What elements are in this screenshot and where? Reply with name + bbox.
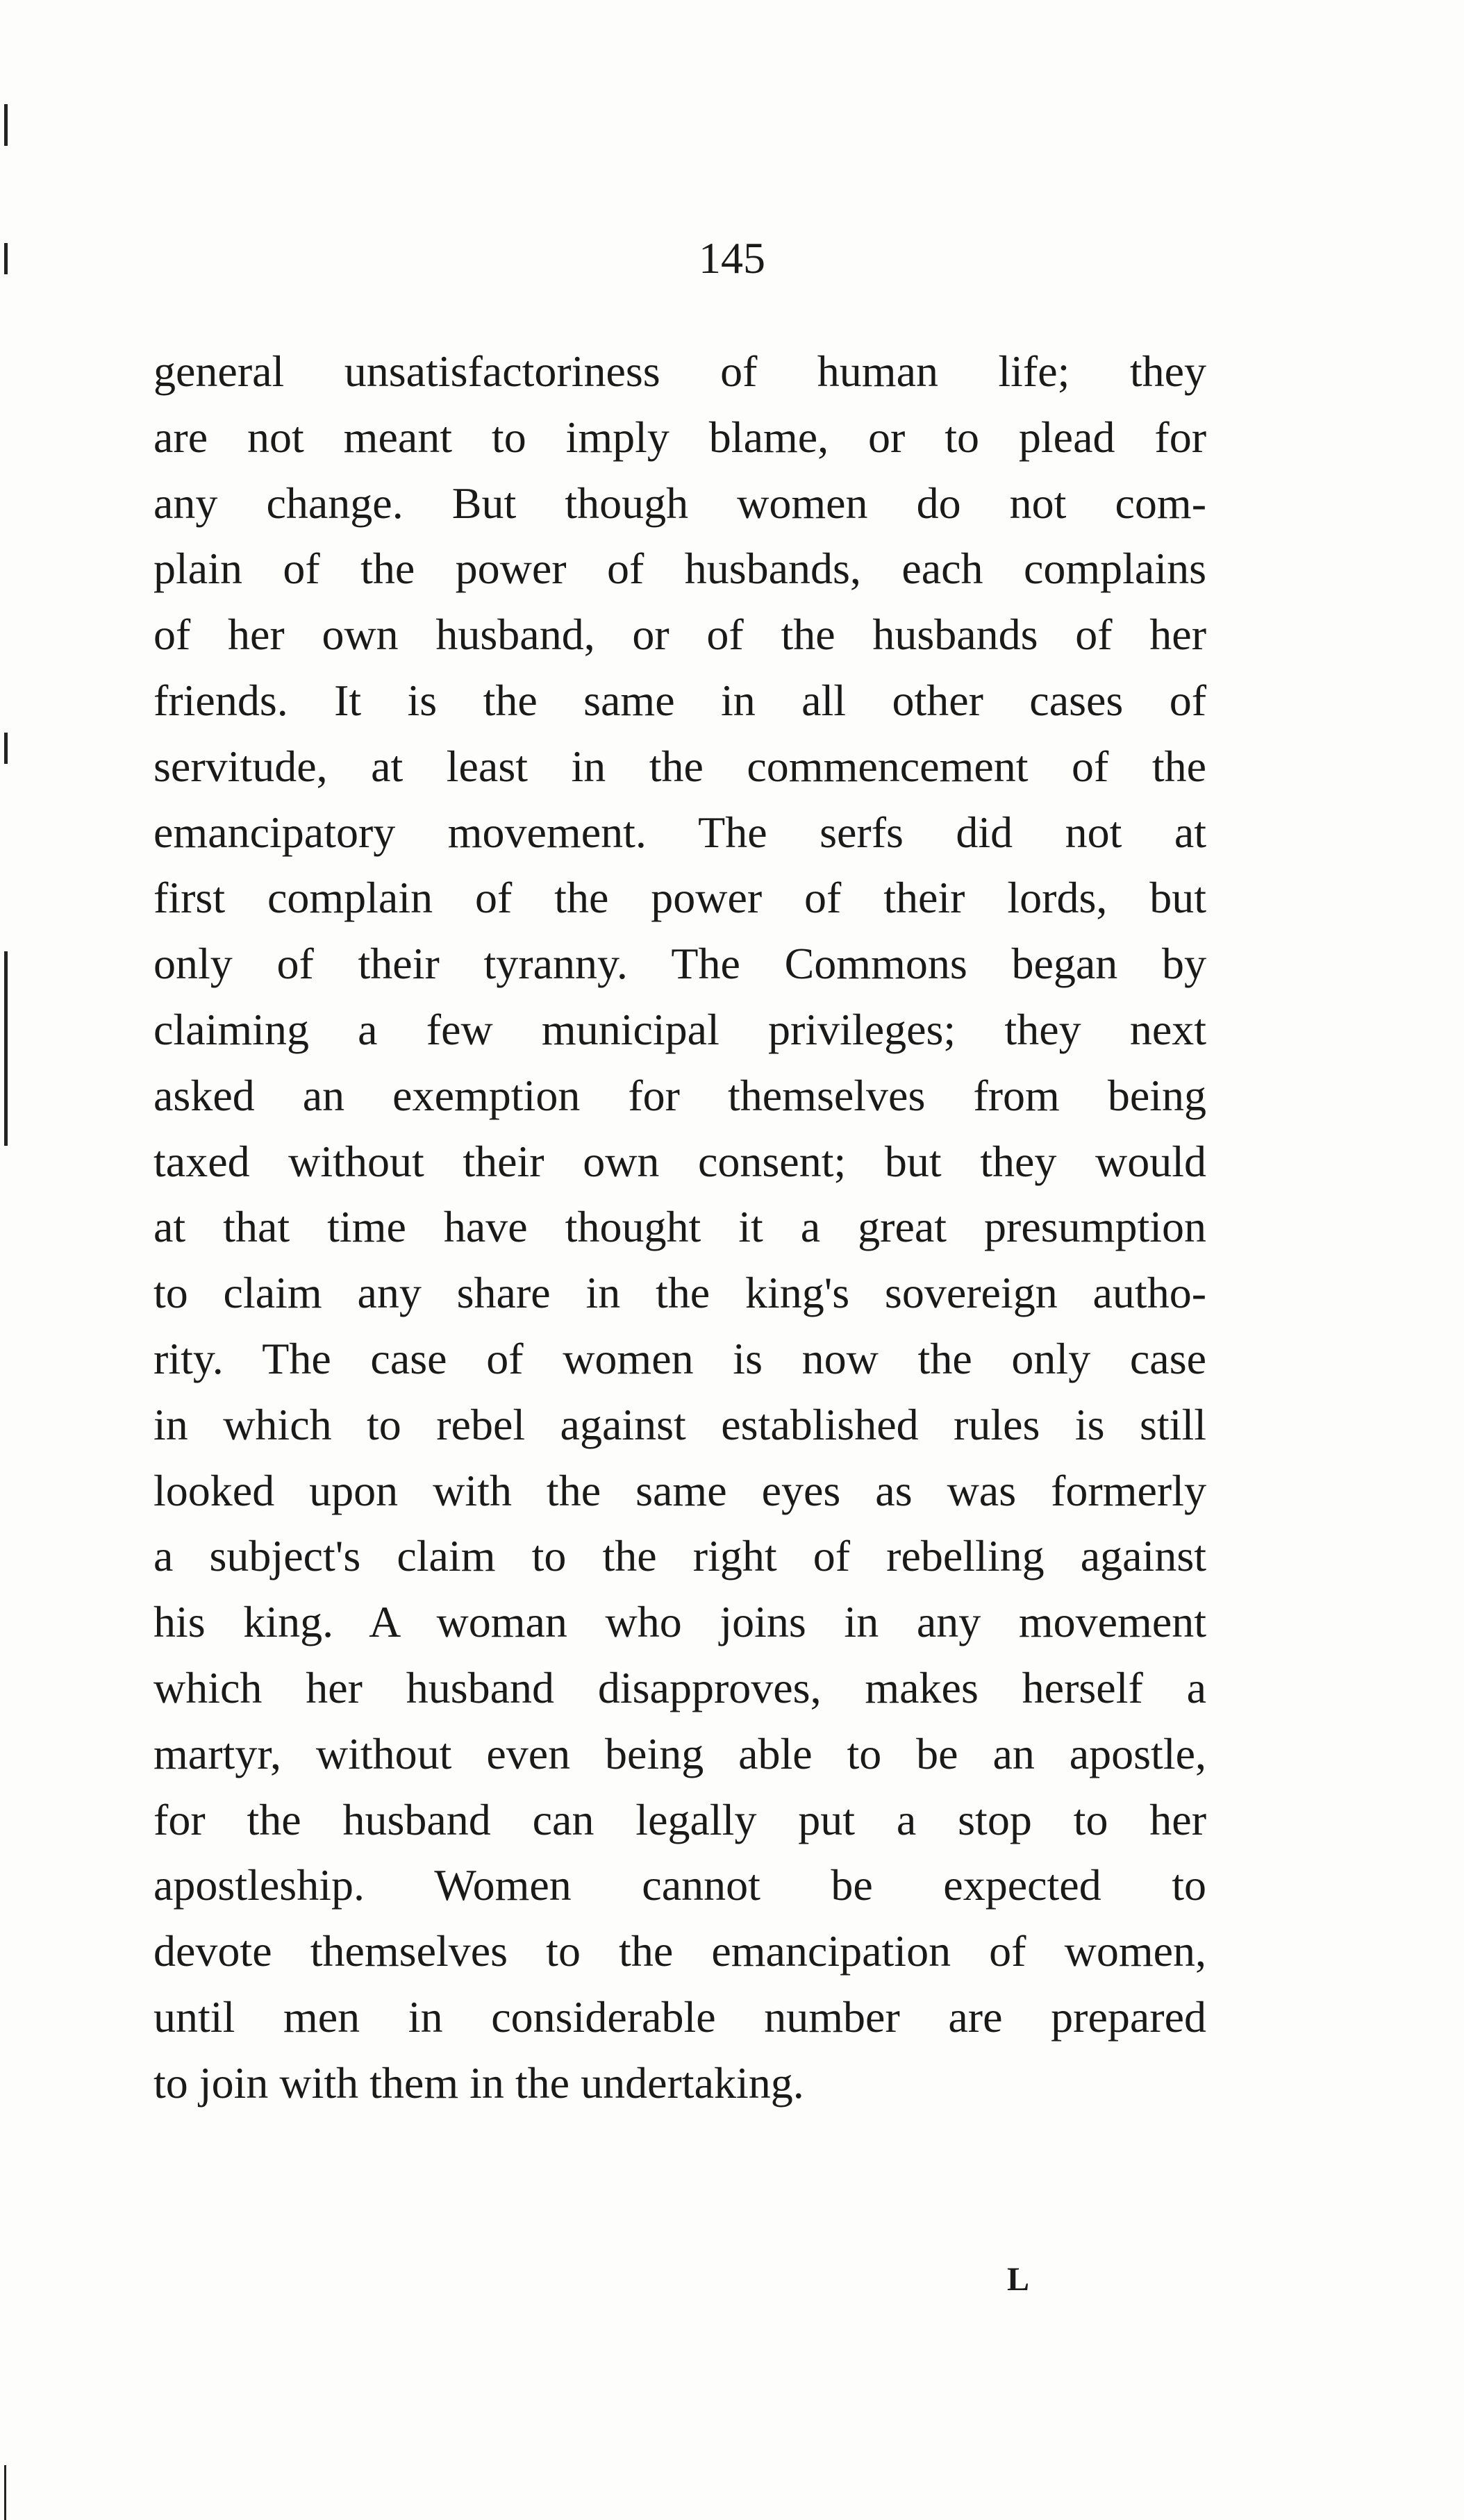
text-line: any change. But though women do not com- [153,478,1206,528]
text-line: general unsatisfactoriness of human life; they [153,347,1206,396]
text-line: in which to rebel against established rules is still [153,1399,1206,1449]
text-line: martyr, without even being able to be an apostle, [153,1728,1206,1778]
binding-edge-mark [4,2465,6,2520]
binding-edge-mark [4,951,8,1146]
page-number: 145 [699,233,765,283]
text-line: which her husband disapproves, makes herself a [153,1662,1206,1712]
binding-edge-mark [4,104,8,146]
text-line: to claim any share in the king's sovereign autho- [153,1268,1206,1318]
text-line: rity. The case of women is now the only case [153,1333,1206,1383]
text-line: claiming a few municipal privileges; they next [153,1004,1206,1054]
text-line: of her own husband, or of the husbands of her [153,610,1206,660]
text-line: to join with them in the undertaking. [153,2058,804,2108]
text-line: are not meant to imply blame, or to plead for [153,412,1206,462]
binding-edge-mark [4,243,8,274]
signature-mark: L [1007,2261,1030,2298]
text-line: taxed without their own consent; but they would [153,1136,1206,1186]
text-line: devote themselves to the emancipation of women, [153,1926,1206,1976]
text-line: until men in considerable number are prepared [153,1992,1206,2042]
text-line: plain of the power of husbands, each complains [153,544,1206,594]
text-line: looked upon with the same eyes as was formerly [153,1465,1206,1515]
text-line: servitude, at least in the commencement of the [153,741,1206,791]
text-line: for the husband can legally put a stop to her [153,1794,1206,1844]
text-line: apostleship. Women cannot be expected to [153,1860,1206,1910]
body-text [153,339,1206,2117]
text-line: only of their tyranny. The Commons began by [153,939,1206,989]
text-line: a subject's claim to the right of rebelling against [153,1531,1206,1581]
text-line: first complain of the power of their lords, but [153,873,1206,923]
text-line: at that time have thought it a great presumption [153,1202,1206,1252]
binding-edge-mark [4,733,8,764]
text-line: asked an exemption for themselves from being [153,1070,1206,1120]
text-line: his king. A woman who joins in any movement [153,1597,1206,1647]
text-line: friends. It is the same in all other cases of [153,675,1206,725]
text-line: emancipatory movement. The serfs did not at [153,807,1206,857]
